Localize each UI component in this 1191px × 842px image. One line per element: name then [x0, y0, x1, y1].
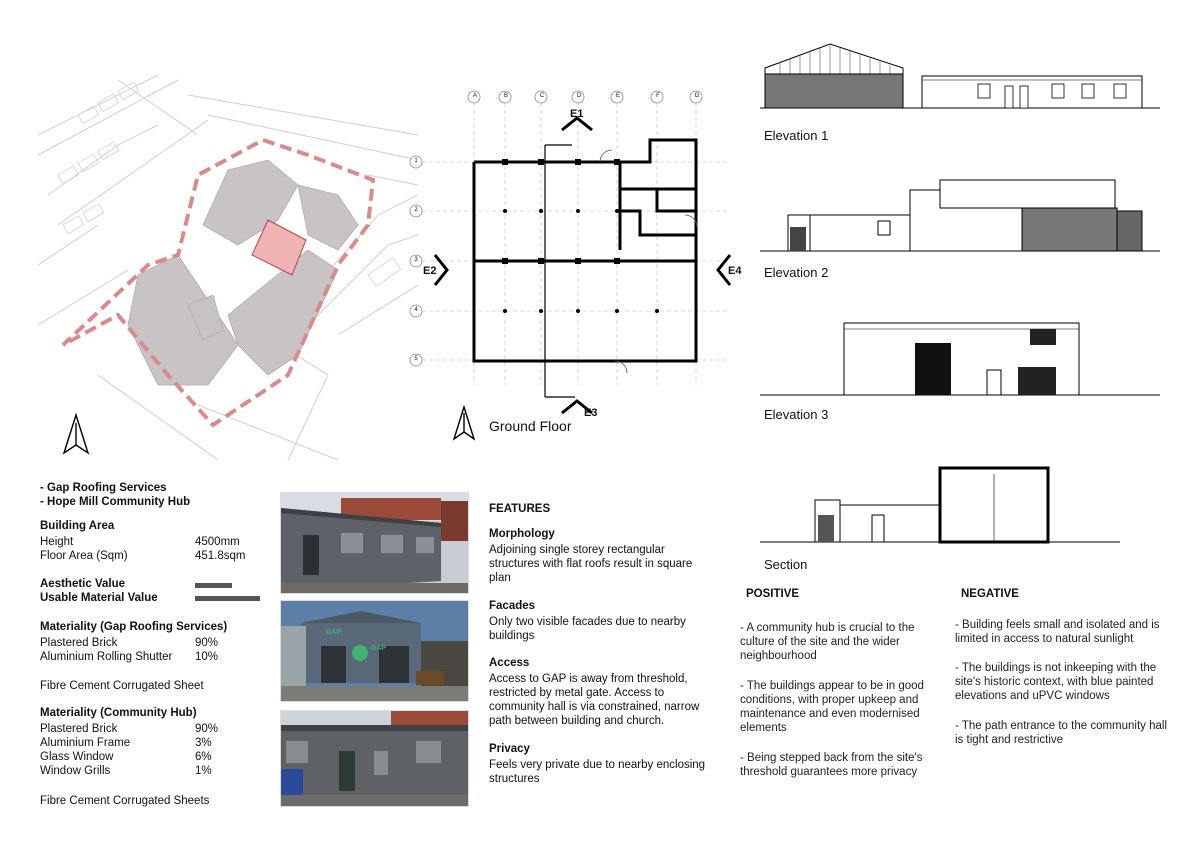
- usable-value-bar: [195, 596, 260, 601]
- material-value: 90%: [195, 723, 219, 735]
- material-label: Glass Window: [40, 751, 114, 763]
- elevation-1-label: Elevation 1: [764, 128, 829, 143]
- negative-item: - The buildings is not inkeeping with the site's historic context, with blue painted elevations and uPVC windows: [955, 662, 1157, 702]
- materiality-hub-row: [40, 722, 260, 736]
- material-label: Window Grills: [40, 765, 111, 777]
- negative-item: - The path entrance to the community hall is tight and restrictive: [955, 720, 1168, 746]
- site-name-1: - Gap Roofing Services: [40, 482, 167, 494]
- floor-area-label: Floor Area (Sqm): [40, 550, 128, 562]
- material-value: 1%: [195, 765, 212, 777]
- materiality-gap-heading: Materiality (Gap Roofing Services): [40, 621, 228, 633]
- gap-sign-text: GAP: [326, 629, 342, 636]
- positive-item: - Being stepped back from the site's threshold guarantees more privacy: [740, 752, 923, 778]
- grid-label-c: C: [539, 93, 545, 99]
- grid-label-g: G: [694, 93, 700, 99]
- grid-label-4: 4: [414, 307, 418, 313]
- materiality-gap-row: [40, 636, 260, 650]
- photo-gap-building: [280, 492, 469, 594]
- features-title: FEATURES: [489, 503, 551, 515]
- photo-gap-yard: [280, 600, 469, 702]
- elevation-3-drawing: [760, 315, 1160, 400]
- grid-label-d: D: [576, 93, 582, 99]
- negative-item: - Building feels small and isolated and is limited in access to natural sunlight: [955, 619, 1160, 645]
- grid-label-2: 2: [414, 207, 418, 213]
- elevation-2-label: Elevation 2: [764, 265, 829, 280]
- gap-sign-text-2: GAP: [371, 645, 387, 652]
- negative-title: NEGATIVE: [961, 588, 1019, 600]
- marker-e4: E4: [728, 265, 742, 277]
- photo-community-hub: [280, 710, 469, 807]
- feature-text-facades: Only two visible facades due to nearby buildings: [489, 616, 686, 642]
- grid-label-e: E: [615, 93, 620, 99]
- grid-label-5: 5: [414, 356, 418, 362]
- materiality-gap-extra: Fibre Cement Corrugated Sheet: [40, 680, 204, 692]
- material-value: 6%: [195, 751, 212, 763]
- feature-heading-facades: Facades: [489, 600, 536, 612]
- grid-label-a: A: [472, 93, 477, 99]
- material-value: 10%: [195, 651, 219, 663]
- materiality-hub-row: [40, 736, 260, 750]
- marker-e1: E1: [570, 108, 584, 120]
- aesthetic-value-bar: [195, 583, 232, 588]
- marker-e2: E2: [423, 265, 437, 277]
- grid-label-f: F: [656, 93, 660, 99]
- material-label: Plastered Brick: [40, 723, 118, 735]
- ground-floor-plan: [400, 85, 760, 445]
- marker-e3: E3: [584, 407, 598, 419]
- aesthetic-value-label: Aesthetic Value: [40, 578, 126, 590]
- floor-area-row: [40, 549, 260, 563]
- elevation-1-drawing: [760, 40, 1160, 120]
- positive-item: - The buildings appear to be in good conditions, with proper upkeep and maintenance and even modernised elements: [740, 680, 924, 734]
- height-label: Height: [40, 536, 74, 548]
- height-value: 4500mm: [195, 536, 240, 548]
- feature-heading-morphology: Morphology: [489, 528, 555, 540]
- positive-item: - A community hub is crucial to the culture of the site and the wider neighbourhood: [740, 622, 915, 662]
- positive-title: POSITIVE: [746, 588, 800, 600]
- elevation-3-label: Elevation 3: [764, 407, 829, 422]
- feature-heading-privacy: Privacy: [489, 743, 530, 755]
- materiality-gap-row: [40, 650, 260, 664]
- materiality-hub-row: [40, 764, 260, 778]
- grid-label-3: 3: [414, 257, 418, 263]
- material-value: 3%: [195, 737, 212, 749]
- material-label: Aluminium Rolling Shutter: [40, 651, 173, 663]
- usable-value-label: Usable Material Value: [40, 592, 158, 604]
- site-map: [38, 75, 418, 460]
- materiality-hub-row: [40, 750, 260, 764]
- height-row: [40, 535, 260, 549]
- site-name-2: - Hope Mill Community Hub: [40, 496, 191, 508]
- feature-text-access: Access to GAP is away from threshold, restricted by metal gate. Access to community hall is via constrained, narrow path between building and church.: [489, 673, 700, 727]
- feature-heading-access: Access: [489, 657, 530, 669]
- materiality-hub-extra: Fibre Cement Corrugated Sheets: [40, 795, 210, 807]
- feature-text-morphology: Adjoining single storey rectangular structures with flat roofs result in square plan: [489, 544, 693, 584]
- building-area-heading: Building Area: [40, 520, 115, 532]
- ground-floor-label: Ground Floor: [489, 418, 572, 434]
- material-label: Aluminium Frame: [40, 737, 131, 749]
- materiality-hub-heading: Materiality (Community Hub): [40, 707, 197, 719]
- section-label: Section: [764, 557, 808, 572]
- grid-label-1: 1: [414, 158, 418, 164]
- material-value: 90%: [195, 637, 219, 649]
- elevation-2-drawing: [760, 175, 1160, 255]
- section-drawing: [760, 460, 1160, 545]
- floor-area-value: 451.8sqm: [195, 550, 246, 562]
- material-label: Plastered Brick: [40, 637, 118, 649]
- grid-label-b: B: [503, 93, 508, 99]
- feature-text-privacy: Feels very private due to nearby enclosing structures: [489, 759, 706, 785]
